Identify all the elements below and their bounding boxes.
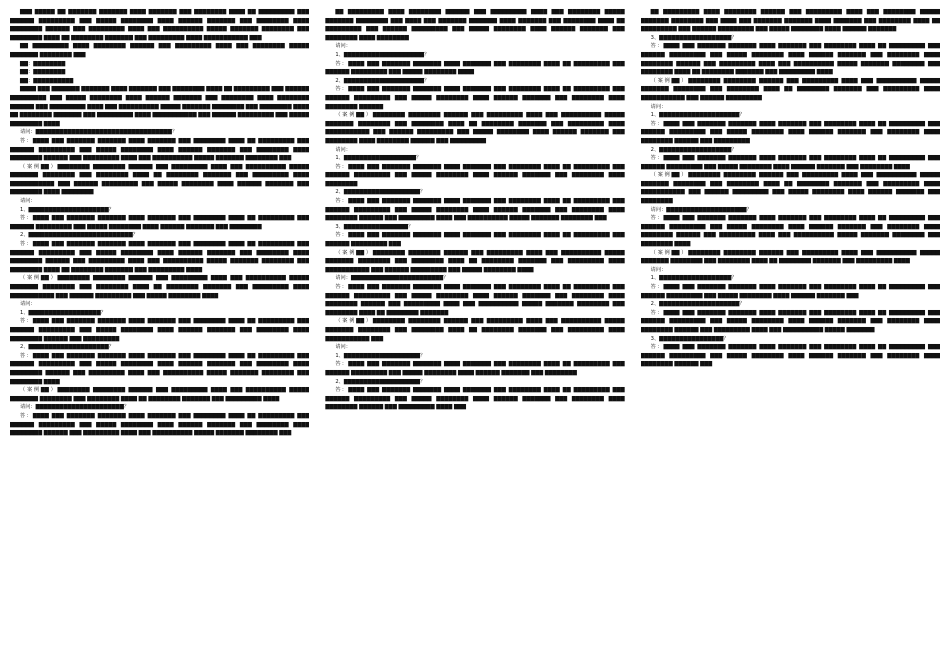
question-text: 请问：▇▇▇▇▇▇▇▇▇▇▇▇▇▇▇▇▇▇▇▇▇▇▇？: [335, 275, 449, 282]
list-item: ▇▇：▇▇▇▇▇▇▇▇: [20, 69, 66, 76]
question-text: 请问：: [335, 43, 351, 50]
case-heading: （案例▇▇）▇▇▇▇▇▇▇▇ ▇▇▇▇▇▇▇▇ ▇▇▇▇▇▇ ▇▇▇ ▇▇▇▇▇▇▇▇▇ ▇▇▇▇ ▇▇▇ ▇▇▇▇▇▇▇▇▇▇ ▇▇▇▇▇ ▇▇▇▇▇▇▇ ▇▇▇▇▇▇▇▇ ▇▇▇ ▇▇▇▇▇▇▇▇ ▇▇▇▇ ▇▇ ▇▇▇▇▇▇▇▇ ▇▇▇▇▇▇▇ ▇▇▇ ▇▇▇▇▇▇▇▇▇ ▇▇▇▇ ▇▇▇▇▇▇▇▇▇▇▇ ▇▇▇ ▇▇▇▇▇▇ ▇▇▇▇▇▇▇▇▇ ▇▇▇ ▇▇▇▇▇ ▇▇▇▇▇▇▇▇ ▇▇▇▇: [10, 275, 310, 299]
list-item: 2、▇▇▇▇▇▇▇▇▇▇▇▇▇▇▇▇▇▇▇？: [335, 189, 426, 196]
list-item: 1、▇▇▇▇▇▇▇▇▇▇▇▇▇▇▇▇▇▇？: [335, 155, 422, 162]
answer-text: 答：▇▇▇▇ ▇▇▇ ▇▇▇▇▇▇▇ ▇▇▇▇▇▇▇ ▇▇▇▇ ▇▇▇▇▇▇▇ ▇▇▇ ▇▇▇▇▇▇▇▇ ▇▇▇▇ ▇▇ ▇▇▇▇▇▇▇▇▇ ▇▇▇ ▇▇▇▇▇▇ ▇▇▇▇▇▇▇▇▇ ▇▇▇ ▇▇▇▇▇ ▇▇▇▇▇▇▇▇ ▇▇▇▇ ▇▇▇▇▇▇ ▇▇▇▇▇▇▇ ▇▇▇ ▇▇▇▇▇▇▇▇ ▇▇▇▇ ▇▇▇▇▇▇▇▇ ▇▇▇▇▇▇ ▇▇▇ ▇▇▇▇▇▇▇▇▇ ▇▇▇▇ ▇▇▇ ▇▇▇▇▇▇▇▇▇▇ ▇▇▇▇▇ ▇▇▇▇▇▇▇ ▇▇▇▇▇▇▇▇ ▇▇▇: [10, 137, 310, 162]
list-item: 2、▇▇▇▇▇▇▇▇▇▇▇▇▇▇▇▇▇▇▇▇？: [335, 77, 430, 84]
paragraph: ▇▇▇▇ ▇▇▇ ▇▇▇▇▇▇▇ ▇▇▇▇▇▇▇ ▇▇▇▇ ▇▇▇▇▇▇▇ ▇▇▇ ▇▇▇▇▇▇▇▇ ▇▇▇▇ ▇▇ ▇▇▇▇▇▇▇▇▇ ▇▇▇ ▇▇▇▇▇▇ ▇▇▇▇▇▇▇▇▇ ▇▇▇ ▇▇▇▇▇ ▇▇▇▇▇▇▇▇ ▇▇▇▇ ▇▇▇▇▇▇ ▇▇▇▇▇▇▇ ▇▇▇ ▇▇▇▇▇▇▇▇ ▇▇▇▇ ▇▇▇▇▇▇▇▇ ▇▇▇▇▇▇ ▇▇▇ ▇▇▇▇▇▇▇▇▇ ▇▇▇▇ ▇▇▇ ▇▇▇▇▇▇▇▇▇▇ ▇▇▇▇▇ ▇▇▇▇▇▇▇ ▇▇▇▇▇▇▇▇ ▇▇▇ ▇▇▇▇▇▇▇▇ ▇▇▇▇ ▇▇ ▇▇▇▇▇▇▇▇ ▇▇▇▇▇▇▇ ▇▇▇ ▇▇▇▇▇▇▇▇▇ ▇▇▇▇ ▇▇▇▇▇▇▇▇▇▇▇ ▇▇▇ ▇▇▇▇▇▇ ▇▇▇▇▇▇▇▇▇ ▇▇▇ ▇▇▇▇▇ ▇▇▇▇▇▇▇▇ ▇▇▇▇: [10, 86, 310, 127]
answer-text: 答：▇▇▇▇ ▇▇▇ ▇▇▇▇▇▇▇ ▇▇▇▇▇▇▇ ▇▇▇▇ ▇▇▇▇▇▇▇ ▇▇▇ ▇▇▇▇▇▇▇▇ ▇▇▇▇ ▇▇ ▇▇▇▇▇▇▇▇▇ ▇▇▇ ▇▇▇▇▇▇ ▇▇▇▇▇▇▇▇▇ ▇▇▇ ▇▇▇▇▇ ▇▇▇▇▇▇▇▇ ▇▇▇▇ ▇▇▇▇▇▇ ▇▇▇▇▇▇▇ ▇▇▇ ▇▇▇▇▇▇▇▇: [10, 215, 310, 230]
answer-text: 答：▇▇▇▇ ▇▇▇ ▇▇▇▇▇▇▇ ▇▇▇▇▇▇▇ ▇▇▇▇ ▇▇▇▇▇▇▇ ▇▇▇ ▇▇▇▇▇▇▇▇ ▇▇▇▇ ▇▇ ▇▇▇▇▇▇▇▇▇ ▇▇▇ ▇▇▇▇▇▇ ▇▇▇▇▇▇▇▇▇ ▇▇▇ ▇▇▇▇▇ ▇▇▇▇▇▇▇▇ ▇▇▇▇ ▇▇▇▇▇▇ ▇▇▇▇▇▇▇ ▇▇▇ ▇▇▇▇▇▇▇▇ ▇▇▇▇ ▇▇▇▇▇▇▇▇ ▇▇▇▇▇▇: [325, 86, 625, 110]
case-heading: （案例▇▇）▇▇▇▇▇▇▇▇ ▇▇▇▇▇▇▇▇ ▇▇▇▇▇▇ ▇▇▇ ▇▇▇▇▇▇▇▇▇ ▇▇▇▇ ▇▇▇ ▇▇▇▇▇▇▇▇▇▇ ▇▇▇▇▇ ▇▇▇▇▇▇▇ ▇▇▇▇▇▇▇▇ ▇▇▇ ▇▇▇▇▇▇▇▇ ▇▇▇▇ ▇▇ ▇▇▇▇▇▇▇▇ ▇▇▇▇▇▇▇ ▇▇▇ ▇▇▇▇▇▇▇▇▇ ▇▇▇▇ ▇▇▇▇▇▇▇▇▇▇▇ ▇▇▇ ▇▇▇▇▇▇ ▇▇▇▇▇▇▇▇▇: [640, 77, 940, 101]
list-item: 2、▇▇▇▇▇▇▇▇▇▇▇▇▇▇▇▇▇▇？: [650, 146, 737, 153]
question-text: 请问：: [335, 146, 351, 153]
paragraph: ▇▇ ▇▇▇▇▇▇▇▇▇ ▇▇▇▇ ▇▇▇▇▇▇▇▇ ▇▇▇▇▇▇ ▇▇▇ ▇▇▇▇▇▇▇▇▇ ▇▇▇▇ ▇▇▇ ▇▇▇▇▇▇▇▇ ▇▇▇▇▇ ▇▇▇▇▇▇▇ ▇▇▇▇▇▇▇▇ ▇▇▇ ▇▇▇▇ ▇▇▇ ▇▇▇▇▇▇▇ ▇▇▇▇▇▇▇ ▇▇▇▇ ▇▇▇▇▇▇▇ ▇▇▇ ▇▇▇▇▇▇▇▇ ▇▇▇▇ ▇▇ ▇▇▇▇▇▇▇▇▇ ▇▇▇ ▇▇▇▇▇▇ ▇▇▇▇▇▇▇▇▇ ▇▇▇ ▇▇▇▇▇ ▇▇▇▇▇▇▇▇ ▇▇▇▇ ▇▇▇▇▇▇ ▇▇▇▇▇▇▇: [640, 9, 940, 33]
answer-text: 答：▇▇▇▇ ▇▇▇ ▇▇▇▇▇▇▇ ▇▇▇▇▇▇▇ ▇▇▇▇ ▇▇▇▇▇▇▇ ▇▇▇ ▇▇▇▇▇▇▇▇ ▇▇▇▇ ▇▇ ▇▇▇▇▇▇▇▇▇ ▇▇▇ ▇▇▇▇▇▇ ▇▇▇▇▇▇▇▇▇ ▇▇▇ ▇▇▇▇▇ ▇▇▇▇▇▇▇▇ ▇▇▇▇ ▇▇▇▇▇▇ ▇▇▇▇▇▇▇ ▇▇▇ ▇▇▇▇▇▇▇▇ ▇▇▇▇ ▇▇▇▇▇▇▇▇: [325, 163, 625, 187]
question-text: 请问：: [650, 103, 667, 110]
answer-text: 答：▇▇▇▇ ▇▇▇ ▇▇▇▇▇▇▇ ▇▇▇▇▇▇▇ ▇▇▇▇ ▇▇▇▇▇▇▇ ▇▇▇ ▇▇▇▇▇▇▇▇ ▇▇▇▇ ▇▇ ▇▇▇▇▇▇▇▇▇ ▇▇▇ ▇▇▇▇▇▇ ▇▇▇▇▇▇▇▇▇ ▇▇▇ ▇▇▇▇▇ ▇▇▇▇▇▇▇▇ ▇▇▇▇: [325, 60, 625, 76]
answer-text: 答：▇▇▇▇ ▇▇▇ ▇▇▇▇▇▇▇ ▇▇▇▇▇▇▇ ▇▇▇▇ ▇▇▇▇▇▇▇ ▇▇▇ ▇▇▇▇▇▇▇▇ ▇▇▇▇ ▇▇ ▇▇▇▇▇▇▇▇▇ ▇▇▇ ▇▇▇▇▇▇ ▇▇▇▇▇▇▇▇▇ ▇▇▇: [325, 232, 625, 248]
question-text: 请问：: [20, 301, 36, 308]
list-item: 1、▇▇▇▇▇▇▇▇▇▇▇▇▇▇▇▇▇▇▇▇？: [335, 51, 430, 58]
answer-text: 答：▇▇▇▇ ▇▇▇ ▇▇▇▇▇▇▇ ▇▇▇▇▇▇▇ ▇▇▇▇ ▇▇▇▇▇▇▇ ▇▇▇ ▇▇▇▇▇▇▇▇ ▇▇▇▇ ▇▇ ▇▇▇▇▇▇▇▇▇ ▇▇▇ ▇▇▇▇▇▇ ▇▇▇▇▇▇▇▇▇ ▇▇▇ ▇▇▇▇▇ ▇▇▇▇▇▇▇▇ ▇▇▇▇ ▇▇▇▇▇▇ ▇▇▇▇▇▇▇ ▇▇▇ ▇▇▇▇▇▇▇▇ ▇▇▇▇ ▇▇▇▇▇▇▇▇ ▇▇▇▇▇▇ ▇▇▇ ▇▇▇▇▇▇▇▇▇ ▇▇▇▇ ▇▇▇ ▇▇▇▇▇▇▇▇▇▇ ▇▇▇▇▇ ▇▇▇▇▇▇▇ ▇▇▇▇▇▇▇▇ ▇▇▇: [10, 412, 310, 437]
answer-text: 答：▇▇▇▇ ▇▇▇ ▇▇▇▇▇▇▇ ▇▇▇▇▇▇▇ ▇▇▇▇ ▇▇▇▇▇▇▇ ▇▇▇ ▇▇▇▇▇▇▇▇ ▇▇▇▇ ▇▇ ▇▇▇▇▇▇▇▇▇ ▇▇▇ ▇▇▇▇▇▇ ▇▇▇▇▇▇▇▇▇ ▇▇▇ ▇▇▇▇▇ ▇▇▇▇▇▇▇▇ ▇▇▇▇ ▇▇▇▇▇▇ ▇▇▇▇▇▇▇ ▇▇▇ ▇▇▇▇▇▇▇▇ ▇▇▇▇ ▇▇▇▇▇▇▇▇ ▇▇▇▇▇▇ ▇▇▇ ▇▇▇▇▇▇▇▇▇ ▇▇▇▇ ▇▇▇ ▇▇▇▇▇▇▇▇▇▇ ▇▇▇▇▇ ▇▇▇▇▇▇▇ ▇▇▇▇▇▇▇▇ ▇▇▇ ▇▇▇▇▇▇▇▇ ▇▇▇▇: [640, 215, 940, 248]
list-item: ▇▇：▇▇▇▇▇▇▇▇: [20, 60, 66, 67]
list-item: 3、▇▇▇▇▇▇▇▇▇▇▇▇▇▇▇▇？: [335, 223, 414, 230]
question-text: 请问：▇▇▇▇▇▇▇▇▇▇▇▇▇▇▇▇▇▇▇▇▇▇▇▇▇▇▇▇▇▇▇▇▇▇？: [20, 129, 178, 136]
paragraph: ▇▇ ▇▇▇▇▇▇▇▇▇ ▇▇▇▇ ▇▇▇▇▇▇▇▇ ▇▇▇▇▇▇ ▇▇▇ ▇▇▇▇▇▇▇▇▇ ▇▇▇▇ ▇▇▇ ▇▇▇▇▇▇▇▇ ▇▇▇▇▇ ▇▇▇▇▇▇▇ ▇▇▇▇▇▇▇▇ ▇▇▇ ▇▇▇▇ ▇▇▇ ▇▇▇▇▇▇▇ ▇▇▇▇▇▇▇ ▇▇▇▇ ▇▇▇▇▇▇▇ ▇▇▇ ▇▇▇▇▇▇▇▇ ▇▇▇▇ ▇▇ ▇▇▇▇▇▇▇▇▇ ▇▇▇ ▇▇▇▇▇▇ ▇▇▇▇▇▇▇▇▇ ▇▇▇ ▇▇▇▇▇ ▇▇▇▇▇▇▇▇ ▇▇▇▇ ▇▇▇▇▇▇ ▇▇▇▇▇▇▇ ▇▇▇ ▇▇▇▇▇▇▇▇ ▇▇▇▇ ▇▇▇▇▇▇▇▇: [325, 9, 625, 41]
answer-text: 答：▇▇▇▇ ▇▇▇ ▇▇▇▇▇▇▇ ▇▇▇▇▇▇▇ ▇▇▇▇ ▇▇▇▇▇▇▇ ▇▇▇ ▇▇▇▇▇▇▇▇ ▇▇▇▇ ▇▇ ▇▇▇▇▇▇▇▇▇ ▇▇▇ ▇▇▇▇▇▇ ▇▇▇▇▇▇▇▇▇ ▇▇▇ ▇▇▇▇▇ ▇▇▇▇▇▇▇▇ ▇▇▇▇ ▇▇▇▇▇▇ ▇▇▇▇▇▇▇ ▇▇▇ ▇▇▇▇▇▇▇▇ ▇▇▇▇ ▇▇▇▇▇▇▇▇ ▇▇▇▇▇▇ ▇▇▇ ▇▇▇▇▇▇▇▇▇: [640, 120, 940, 144]
list-item: 2、▇▇▇▇▇▇▇▇▇▇▇▇▇▇▇▇▇▇▇▇▇▇▇▇▇▇？: [20, 232, 138, 239]
list-item: 2、▇▇▇▇▇▇▇▇▇▇▇▇▇▇▇▇▇▇▇？: [335, 378, 426, 385]
case-heading: （案例▇▇）▇▇▇▇▇▇▇▇ ▇▇▇▇▇▇▇▇ ▇▇▇▇▇▇ ▇▇▇ ▇▇▇▇▇▇▇▇▇ ▇▇▇▇ ▇▇▇ ▇▇▇▇▇▇▇▇▇▇ ▇▇▇▇▇ ▇▇▇▇▇▇▇ ▇▇▇▇▇▇▇▇ ▇▇▇ ▇▇▇▇▇▇▇▇ ▇▇▇▇ ▇▇ ▇▇▇▇▇▇▇▇ ▇▇▇▇▇▇▇ ▇▇▇ ▇▇▇▇▇▇▇▇▇ ▇▇▇▇ ▇▇▇▇▇▇▇▇▇▇▇ ▇▇▇ ▇▇▇▇▇▇ ▇▇▇▇▇▇▇▇▇ ▇▇▇ ▇▇▇▇▇ ▇▇▇▇▇▇▇▇ ▇▇▇▇ ▇▇▇▇▇▇ ▇▇▇▇▇▇▇ ▇▇▇ ▇▇▇▇▇▇▇▇ ▇▇▇▇ ▇▇▇▇▇▇▇▇: [10, 163, 310, 196]
answer-text: 答：▇▇▇▇ ▇▇▇ ▇▇▇▇▇▇▇ ▇▇▇▇▇▇▇ ▇▇▇▇ ▇▇▇▇▇▇▇ ▇▇▇ ▇▇▇▇▇▇▇▇ ▇▇▇▇ ▇▇ ▇▇▇▇▇▇▇▇▇ ▇▇▇ ▇▇▇▇▇▇ ▇▇▇▇▇▇▇▇▇ ▇▇▇ ▇▇▇▇▇ ▇▇▇▇▇▇▇▇ ▇▇▇▇ ▇▇▇▇▇▇ ▇▇▇▇▇▇▇ ▇▇▇: [640, 284, 940, 299]
answer-text: 答：▇▇▇▇ ▇▇▇ ▇▇▇▇▇▇▇ ▇▇▇▇▇▇▇ ▇▇▇▇ ▇▇▇▇▇▇▇ ▇▇▇ ▇▇▇▇▇▇▇▇ ▇▇▇▇ ▇▇ ▇▇▇▇▇▇▇▇▇ ▇▇▇ ▇▇▇▇▇▇ ▇▇▇▇▇▇▇▇▇ ▇▇▇ ▇▇▇▇▇ ▇▇▇▇▇▇▇▇ ▇▇▇▇ ▇▇▇▇▇▇ ▇▇▇▇▇▇▇ ▇▇▇ ▇▇▇▇▇▇▇▇ ▇▇▇▇ ▇▇▇▇▇▇▇▇ ▇▇▇▇▇▇ ▇▇▇ ▇▇▇▇▇▇▇▇▇ ▇▇▇▇ ▇▇▇: [325, 387, 625, 411]
column-3: [641, 8, 940, 666]
text-columns: [10, 8, 940, 666]
answer-text: 答：▇▇▇▇ ▇▇▇ ▇▇▇▇▇▇▇ ▇▇▇▇▇▇▇ ▇▇▇▇ ▇▇▇▇▇▇▇ ▇▇▇ ▇▇▇▇▇▇▇▇ ▇▇▇▇ ▇▇ ▇▇▇▇▇▇▇▇▇ ▇▇▇ ▇▇▇▇▇▇ ▇▇▇▇▇▇▇▇▇ ▇▇▇ ▇▇▇▇▇ ▇▇▇▇▇▇▇▇ ▇▇▇▇ ▇▇▇▇▇▇ ▇▇▇▇▇▇▇ ▇▇▇ ▇▇▇▇▇▇▇▇ ▇▇▇▇ ▇▇▇▇▇▇▇▇ ▇▇▇▇▇▇ ▇▇▇ ▇▇▇▇▇▇▇▇▇ ▇▇▇▇ ▇▇▇ ▇▇▇▇▇▇▇▇▇▇ ▇▇▇▇▇ ▇▇▇▇▇▇▇: [640, 309, 940, 333]
question-text: 请问：: [20, 198, 36, 205]
case-heading: （案例▇▇）▇▇▇▇▇▇▇▇ ▇▇▇▇▇▇▇▇ ▇▇▇▇▇▇ ▇▇▇ ▇▇▇▇▇▇▇▇▇ ▇▇▇▇ ▇▇▇ ▇▇▇▇▇▇▇▇▇▇ ▇▇▇▇▇ ▇▇▇▇▇▇▇ ▇▇▇▇▇▇▇▇ ▇▇▇ ▇▇▇▇▇▇▇▇ ▇▇▇▇ ▇▇ ▇▇▇▇▇▇▇▇ ▇▇▇▇▇▇▇ ▇▇▇ ▇▇▇▇▇▇▇▇▇ ▇▇▇▇ ▇▇▇▇▇▇▇▇▇▇▇ ▇▇▇ ▇▇▇▇▇▇ ▇▇▇▇▇▇▇▇▇ ▇▇▇ ▇▇▇▇▇ ▇▇▇▇▇▇▇▇ ▇▇▇▇ ▇▇▇▇▇▇ ▇▇▇▇▇▇▇ ▇▇▇ ▇▇▇▇▇▇▇▇: [640, 172, 940, 205]
answer-text: 答：▇▇▇▇ ▇▇▇ ▇▇▇▇▇▇▇ ▇▇▇▇▇▇▇ ▇▇▇▇ ▇▇▇▇▇▇▇ ▇▇▇ ▇▇▇▇▇▇▇▇ ▇▇▇▇ ▇▇ ▇▇▇▇▇▇▇▇▇ ▇▇▇ ▇▇▇▇▇▇ ▇▇▇▇▇▇▇▇▇ ▇▇▇ ▇▇▇▇▇ ▇▇▇▇▇▇▇▇ ▇▇▇▇ ▇▇▇▇▇▇ ▇▇▇▇▇▇▇ ▇▇▇ ▇▇▇▇▇▇▇▇ ▇▇▇▇ ▇▇▇▇▇▇▇▇ ▇▇▇▇▇▇ ▇▇▇ ▇▇▇▇▇▇▇▇▇: [10, 318, 310, 342]
question-text: 请问：: [335, 344, 351, 351]
answer-text: 答：▇▇▇▇ ▇▇▇ ▇▇▇▇▇▇▇ ▇▇▇▇▇▇▇ ▇▇▇▇ ▇▇▇▇▇▇▇ ▇▇▇ ▇▇▇▇▇▇▇▇ ▇▇▇▇ ▇▇ ▇▇▇▇▇▇▇▇▇ ▇▇▇ ▇▇▇▇▇▇ ▇▇▇▇▇▇▇▇▇ ▇▇▇ ▇▇▇▇▇ ▇▇▇▇▇▇▇▇ ▇▇▇▇ ▇▇▇▇▇▇ ▇▇▇▇▇▇▇ ▇▇▇ ▇▇▇▇▇▇▇▇ ▇▇▇▇ ▇▇▇▇▇▇▇▇ ▇▇▇▇▇▇ ▇▇▇ ▇▇▇▇▇▇▇▇▇ ▇▇▇▇ ▇▇▇ ▇▇▇▇▇▇▇▇▇▇ ▇▇▇▇▇ ▇▇▇▇▇▇▇ ▇▇▇▇▇▇▇▇ ▇▇▇ ▇▇▇▇▇▇▇▇ ▇▇▇▇: [10, 352, 310, 385]
list-item: 1、▇▇▇▇▇▇▇▇▇▇▇▇▇▇▇▇▇▇？: [20, 309, 106, 316]
list-item: 3、▇▇▇▇▇▇▇▇▇▇▇▇▇▇▇▇▇▇？: [650, 34, 737, 41]
case-heading: （案例▇▇）▇▇▇▇▇▇▇▇ ▇▇▇▇▇▇▇▇ ▇▇▇▇▇▇ ▇▇▇ ▇▇▇▇▇▇▇▇▇ ▇▇▇▇ ▇▇▇ ▇▇▇▇▇▇▇▇▇▇ ▇▇▇▇▇ ▇▇▇▇▇▇▇ ▇▇▇▇▇▇▇▇ ▇▇▇ ▇▇▇▇▇▇▇▇ ▇▇▇▇ ▇▇ ▇▇▇▇▇▇▇▇ ▇▇▇▇▇▇▇ ▇▇▇ ▇▇▇▇▇▇▇▇▇ ▇▇▇▇ ▇▇▇▇▇▇▇▇▇▇▇ ▇▇▇ ▇▇▇▇▇▇ ▇▇▇▇▇▇▇▇▇ ▇▇▇ ▇▇▇▇▇ ▇▇▇▇▇▇▇▇ ▇▇▇▇: [325, 249, 625, 273]
case-heading: （案例▇▇）▇▇▇▇▇▇▇▇ ▇▇▇▇▇▇▇▇ ▇▇▇▇▇▇ ▇▇▇ ▇▇▇▇▇▇▇▇▇ ▇▇▇▇ ▇▇▇ ▇▇▇▇▇▇▇▇▇▇ ▇▇▇▇▇ ▇▇▇▇▇▇▇ ▇▇▇▇▇▇▇▇ ▇▇▇ ▇▇▇▇▇▇▇▇ ▇▇▇▇ ▇▇ ▇▇▇▇▇▇▇▇ ▇▇▇▇▇▇▇ ▇▇▇ ▇▇▇▇▇▇▇▇▇ ▇▇▇▇: [640, 249, 940, 265]
answer-text: 答：▇▇▇▇ ▇▇▇ ▇▇▇▇▇▇▇ ▇▇▇▇▇▇▇ ▇▇▇▇ ▇▇▇▇▇▇▇ ▇▇▇ ▇▇▇▇▇▇▇▇ ▇▇▇▇ ▇▇ ▇▇▇▇▇▇▇▇▇ ▇▇▇ ▇▇▇▇▇▇ ▇▇▇▇▇▇▇▇▇ ▇▇▇ ▇▇▇▇▇ ▇▇▇▇▇▇▇▇ ▇▇▇▇ ▇▇▇▇▇▇ ▇▇▇▇▇▇▇ ▇▇▇ ▇▇▇▇▇▇▇▇ ▇▇▇▇ ▇▇▇▇▇▇▇▇ ▇▇▇▇▇▇ ▇▇▇ ▇▇▇▇▇▇▇▇▇ ▇▇▇▇ ▇▇▇ ▇▇▇▇▇▇▇▇▇▇ ▇▇▇▇▇ ▇▇▇▇▇▇▇ ▇▇▇▇▇▇▇▇ ▇▇▇ ▇▇▇▇▇▇▇▇ ▇▇▇▇ ▇▇ ▇▇▇▇▇▇▇▇ ▇▇▇▇▇▇▇: [325, 284, 625, 316]
case-heading: （案例▇▇）▇▇▇▇▇▇▇▇ ▇▇▇▇▇▇▇▇ ▇▇▇▇▇▇ ▇▇▇ ▇▇▇▇▇▇▇▇▇ ▇▇▇▇ ▇▇▇ ▇▇▇▇▇▇▇▇▇▇ ▇▇▇▇▇ ▇▇▇▇▇▇▇ ▇▇▇▇▇▇▇▇ ▇▇▇ ▇▇▇▇▇▇▇▇ ▇▇▇▇ ▇▇ ▇▇▇▇▇▇▇▇ ▇▇▇▇▇▇▇ ▇▇▇ ▇▇▇▇▇▇▇▇▇ ▇▇▇▇ ▇▇▇▇▇▇▇▇▇▇▇ ▇▇▇: [325, 318, 625, 342]
case-heading: （案例▇▇）▇▇▇▇▇▇▇▇ ▇▇▇▇▇▇▇▇ ▇▇▇▇▇▇ ▇▇▇ ▇▇▇▇▇▇▇▇▇ ▇▇▇▇ ▇▇▇ ▇▇▇▇▇▇▇▇▇▇ ▇▇▇▇▇ ▇▇▇▇▇▇▇ ▇▇▇▇▇▇▇▇ ▇▇▇ ▇▇▇▇▇▇▇▇ ▇▇▇▇ ▇▇ ▇▇▇▇▇▇▇▇ ▇▇▇▇▇▇▇ ▇▇▇ ▇▇▇▇▇▇▇▇▇ ▇▇▇▇ ▇▇▇▇▇▇▇▇▇▇▇ ▇▇▇ ▇▇▇▇▇▇ ▇▇▇▇▇▇▇▇▇ ▇▇▇ ▇▇▇▇▇ ▇▇▇▇▇▇▇▇ ▇▇▇▇ ▇▇▇▇▇▇ ▇▇▇▇▇▇▇ ▇▇▇ ▇▇▇▇▇▇▇▇ ▇▇▇▇ ▇▇▇▇▇▇▇▇ ▇▇▇▇▇▇ ▇▇▇ ▇▇▇▇▇▇▇▇▇: [325, 112, 625, 144]
list-item: 1、▇▇▇▇▇▇▇▇▇▇▇▇▇▇▇▇▇▇▇？: [335, 352, 426, 359]
list-item: 2、▇▇▇▇▇▇▇▇▇▇▇▇▇▇▇▇▇▇▇▇？: [20, 344, 114, 351]
list-item: ▇▇：▇▇▇▇▇▇▇▇▇▇: [20, 77, 74, 84]
answer-text: 答：▇▇▇▇ ▇▇▇ ▇▇▇▇▇▇▇ ▇▇▇▇▇▇▇ ▇▇▇▇ ▇▇▇▇▇▇▇ ▇▇▇ ▇▇▇▇▇▇▇▇ ▇▇▇▇ ▇▇ ▇▇▇▇▇▇▇▇▇ ▇▇▇ ▇▇▇▇▇▇ ▇▇▇▇▇▇▇▇▇ ▇▇▇ ▇▇▇▇▇ ▇▇▇▇▇▇▇▇ ▇▇▇▇ ▇▇▇▇▇▇ ▇▇▇▇▇▇▇ ▇▇▇ ▇▇▇▇▇▇▇▇ ▇▇▇▇ ▇▇▇▇▇▇▇▇ ▇▇▇▇▇▇ ▇▇▇: [640, 344, 940, 368]
answer-text: 答：▇▇▇▇ ▇▇▇ ▇▇▇▇▇▇▇ ▇▇▇▇▇▇▇ ▇▇▇▇ ▇▇▇▇▇▇▇ ▇▇▇ ▇▇▇▇▇▇▇▇ ▇▇▇▇ ▇▇ ▇▇▇▇▇▇▇▇▇ ▇▇▇ ▇▇▇▇▇▇ ▇▇▇▇▇▇▇▇▇ ▇▇▇ ▇▇▇▇▇ ▇▇▇▇▇▇▇▇ ▇▇▇▇ ▇▇▇▇▇▇ ▇▇▇▇▇▇▇ ▇▇▇ ▇▇▇▇▇▇▇▇ ▇▇▇▇ ▇▇▇▇▇▇▇▇ ▇▇▇▇▇▇ ▇▇▇ ▇▇▇▇▇▇▇▇▇ ▇▇▇▇ ▇▇▇ ▇▇▇▇▇▇▇▇▇▇ ▇▇▇▇▇ ▇▇▇▇▇▇▇ ▇▇▇▇▇▇▇▇ ▇▇▇ ▇▇▇▇▇▇▇▇ ▇▇▇▇ ▇▇ ▇▇▇▇▇▇▇▇ ▇▇▇▇▇▇▇ ▇▇▇ ▇▇▇▇▇▇▇▇▇ ▇▇▇▇: [640, 43, 940, 76]
list-item: 1、▇▇▇▇▇▇▇▇▇▇▇▇▇▇▇▇▇▇▇▇？: [650, 112, 745, 119]
case-heading: （案例▇▇）▇▇▇▇▇▇▇▇ ▇▇▇▇▇▇▇▇ ▇▇▇▇▇▇ ▇▇▇ ▇▇▇▇▇▇▇▇▇ ▇▇▇▇ ▇▇▇ ▇▇▇▇▇▇▇▇▇▇ ▇▇▇▇▇ ▇▇▇▇▇▇▇ ▇▇▇▇▇▇▇▇ ▇▇▇ ▇▇▇▇▇▇▇▇ ▇▇▇▇ ▇▇ ▇▇▇▇▇▇▇▇ ▇▇▇▇▇▇▇ ▇▇▇ ▇▇▇▇▇▇▇▇▇ ▇▇▇▇: [10, 387, 310, 402]
list-item: 3、▇▇▇▇▇▇▇▇▇▇▇▇▇▇▇▇？: [650, 335, 729, 342]
question-text: 请问：▇▇▇▇▇▇▇▇▇▇▇▇▇▇▇▇▇▇▇▇▇▇？: [20, 404, 130, 411]
answer-text: 答：▇▇▇▇ ▇▇▇ ▇▇▇▇▇▇▇ ▇▇▇▇▇▇▇ ▇▇▇▇ ▇▇▇▇▇▇▇ ▇▇▇ ▇▇▇▇▇▇▇▇ ▇▇▇▇ ▇▇ ▇▇▇▇▇▇▇▇▇ ▇▇▇ ▇▇▇▇▇▇ ▇▇▇▇▇▇▇▇▇ ▇▇▇ ▇▇▇▇▇ ▇▇▇▇▇▇▇▇ ▇▇▇▇ ▇▇▇▇▇▇ ▇▇▇▇▇▇▇ ▇▇▇ ▇▇▇▇▇▇▇▇ ▇▇▇▇: [640, 155, 940, 170]
column-2: [325, 8, 624, 666]
list-item: 1、▇▇▇▇▇▇▇▇▇▇▇▇▇▇▇▇▇▇？: [650, 275, 737, 282]
answer-text: 答：▇▇▇▇ ▇▇▇ ▇▇▇▇▇▇▇ ▇▇▇▇▇▇▇ ▇▇▇▇ ▇▇▇▇▇▇▇ ▇▇▇ ▇▇▇▇▇▇▇▇ ▇▇▇▇ ▇▇ ▇▇▇▇▇▇▇▇▇ ▇▇▇ ▇▇▇▇▇▇ ▇▇▇▇▇▇▇▇▇ ▇▇▇ ▇▇▇▇▇ ▇▇▇▇▇▇▇▇ ▇▇▇▇ ▇▇▇▇▇▇ ▇▇▇▇▇▇▇ ▇▇▇ ▇▇▇▇▇▇▇▇: [325, 361, 625, 376]
paragraph: ▇▇ ▇▇▇▇▇▇▇▇▇ ▇▇▇▇ ▇▇▇▇▇▇▇▇ ▇▇▇▇▇▇ ▇▇▇ ▇▇▇▇▇▇▇▇▇ ▇▇▇▇ ▇▇▇ ▇▇▇▇▇▇▇▇ ▇▇▇▇▇ ▇▇▇▇▇▇▇ ▇▇▇▇▇▇▇▇ ▇▇▇: [10, 43, 310, 58]
list-item: 1、▇▇▇▇▇▇▇▇▇▇▇▇▇▇▇▇▇▇▇▇？: [20, 206, 114, 213]
column-1: [10, 8, 309, 666]
answer-text: 答：▇▇▇▇ ▇▇▇ ▇▇▇▇▇▇▇ ▇▇▇▇▇▇▇ ▇▇▇▇ ▇▇▇▇▇▇▇ ▇▇▇ ▇▇▇▇▇▇▇▇ ▇▇▇▇ ▇▇ ▇▇▇▇▇▇▇▇▇ ▇▇▇ ▇▇▇▇▇▇ ▇▇▇▇▇▇▇▇▇ ▇▇▇ ▇▇▇▇▇ ▇▇▇▇▇▇▇▇ ▇▇▇▇ ▇▇▇▇▇▇ ▇▇▇▇▇▇▇ ▇▇▇ ▇▇▇▇▇▇▇▇ ▇▇▇▇ ▇▇▇▇▇▇▇▇ ▇▇▇▇▇▇ ▇▇▇ ▇▇▇▇▇▇▇▇▇ ▇▇▇▇ ▇▇▇ ▇▇▇▇▇▇▇▇▇▇ ▇▇▇▇▇ ▇▇▇▇▇▇▇ ▇▇▇▇▇▇▇▇ ▇▇▇: [325, 198, 625, 222]
answer-text: 答：▇▇▇▇ ▇▇▇ ▇▇▇▇▇▇▇ ▇▇▇▇▇▇▇ ▇▇▇▇ ▇▇▇▇▇▇▇ ▇▇▇ ▇▇▇▇▇▇▇▇ ▇▇▇▇ ▇▇ ▇▇▇▇▇▇▇▇▇ ▇▇▇ ▇▇▇▇▇▇ ▇▇▇▇▇▇▇▇▇ ▇▇▇ ▇▇▇▇▇ ▇▇▇▇▇▇▇▇ ▇▇▇▇ ▇▇▇▇▇▇ ▇▇▇▇▇▇▇ ▇▇▇ ▇▇▇▇▇▇▇▇ ▇▇▇▇ ▇▇▇▇▇▇▇▇ ▇▇▇▇▇▇ ▇▇▇ ▇▇▇▇▇▇▇▇▇ ▇▇▇▇ ▇▇▇ ▇▇▇▇▇▇▇▇▇▇ ▇▇▇▇▇ ▇▇▇▇▇▇▇ ▇▇▇▇▇▇▇▇ ▇▇▇ ▇▇▇▇▇▇▇▇ ▇▇▇▇ ▇▇ ▇▇▇▇▇▇▇▇ ▇▇▇▇▇▇▇ ▇▇▇ ▇▇▇▇▇▇▇▇▇ ▇▇▇▇: [10, 241, 310, 273]
question-text: 请问：▇▇▇▇▇▇▇▇▇▇▇▇▇▇▇▇▇▇▇▇？: [650, 206, 752, 213]
paragraph: ▇▇▇ ▇▇▇▇▇ ▇▇ ▇▇▇▇▇▇▇ ▇▇▇▇▇▇▇ ▇▇▇▇ ▇▇▇▇▇▇▇ ▇▇▇ ▇▇▇▇▇▇▇▇ ▇▇▇▇ ▇▇ ▇▇▇▇▇▇▇▇▇ ▇▇▇ ▇▇▇▇▇▇ ▇▇▇▇▇▇▇▇▇ ▇▇▇ ▇▇▇▇▇ ▇▇▇▇▇▇▇▇ ▇▇▇▇ ▇▇▇▇▇▇ ▇▇▇▇▇▇▇ ▇▇▇ ▇▇▇▇▇▇▇▇ ▇▇▇▇ ▇▇▇▇▇▇▇▇ ▇▇▇▇▇▇ ▇▇▇ ▇▇▇▇▇▇▇▇▇ ▇▇▇▇ ▇▇▇ ▇▇▇▇▇▇▇▇▇▇ ▇▇▇▇▇ ▇▇▇▇▇▇▇ ▇▇▇▇▇▇▇▇ ▇▇▇ ▇▇▇▇▇▇▇▇ ▇▇▇▇ ▇▇ ▇▇▇▇▇▇▇▇ ▇▇▇▇▇▇▇ ▇▇▇ ▇▇▇▇▇▇▇▇▇ ▇▇▇▇ ▇▇▇▇▇▇▇▇▇▇▇ ▇▇▇: [10, 9, 310, 41]
list-item: 2、▇▇▇▇▇▇▇▇▇▇▇▇▇▇▇▇▇▇▇▇？: [650, 301, 745, 308]
question-text: 请问：: [650, 266, 667, 273]
